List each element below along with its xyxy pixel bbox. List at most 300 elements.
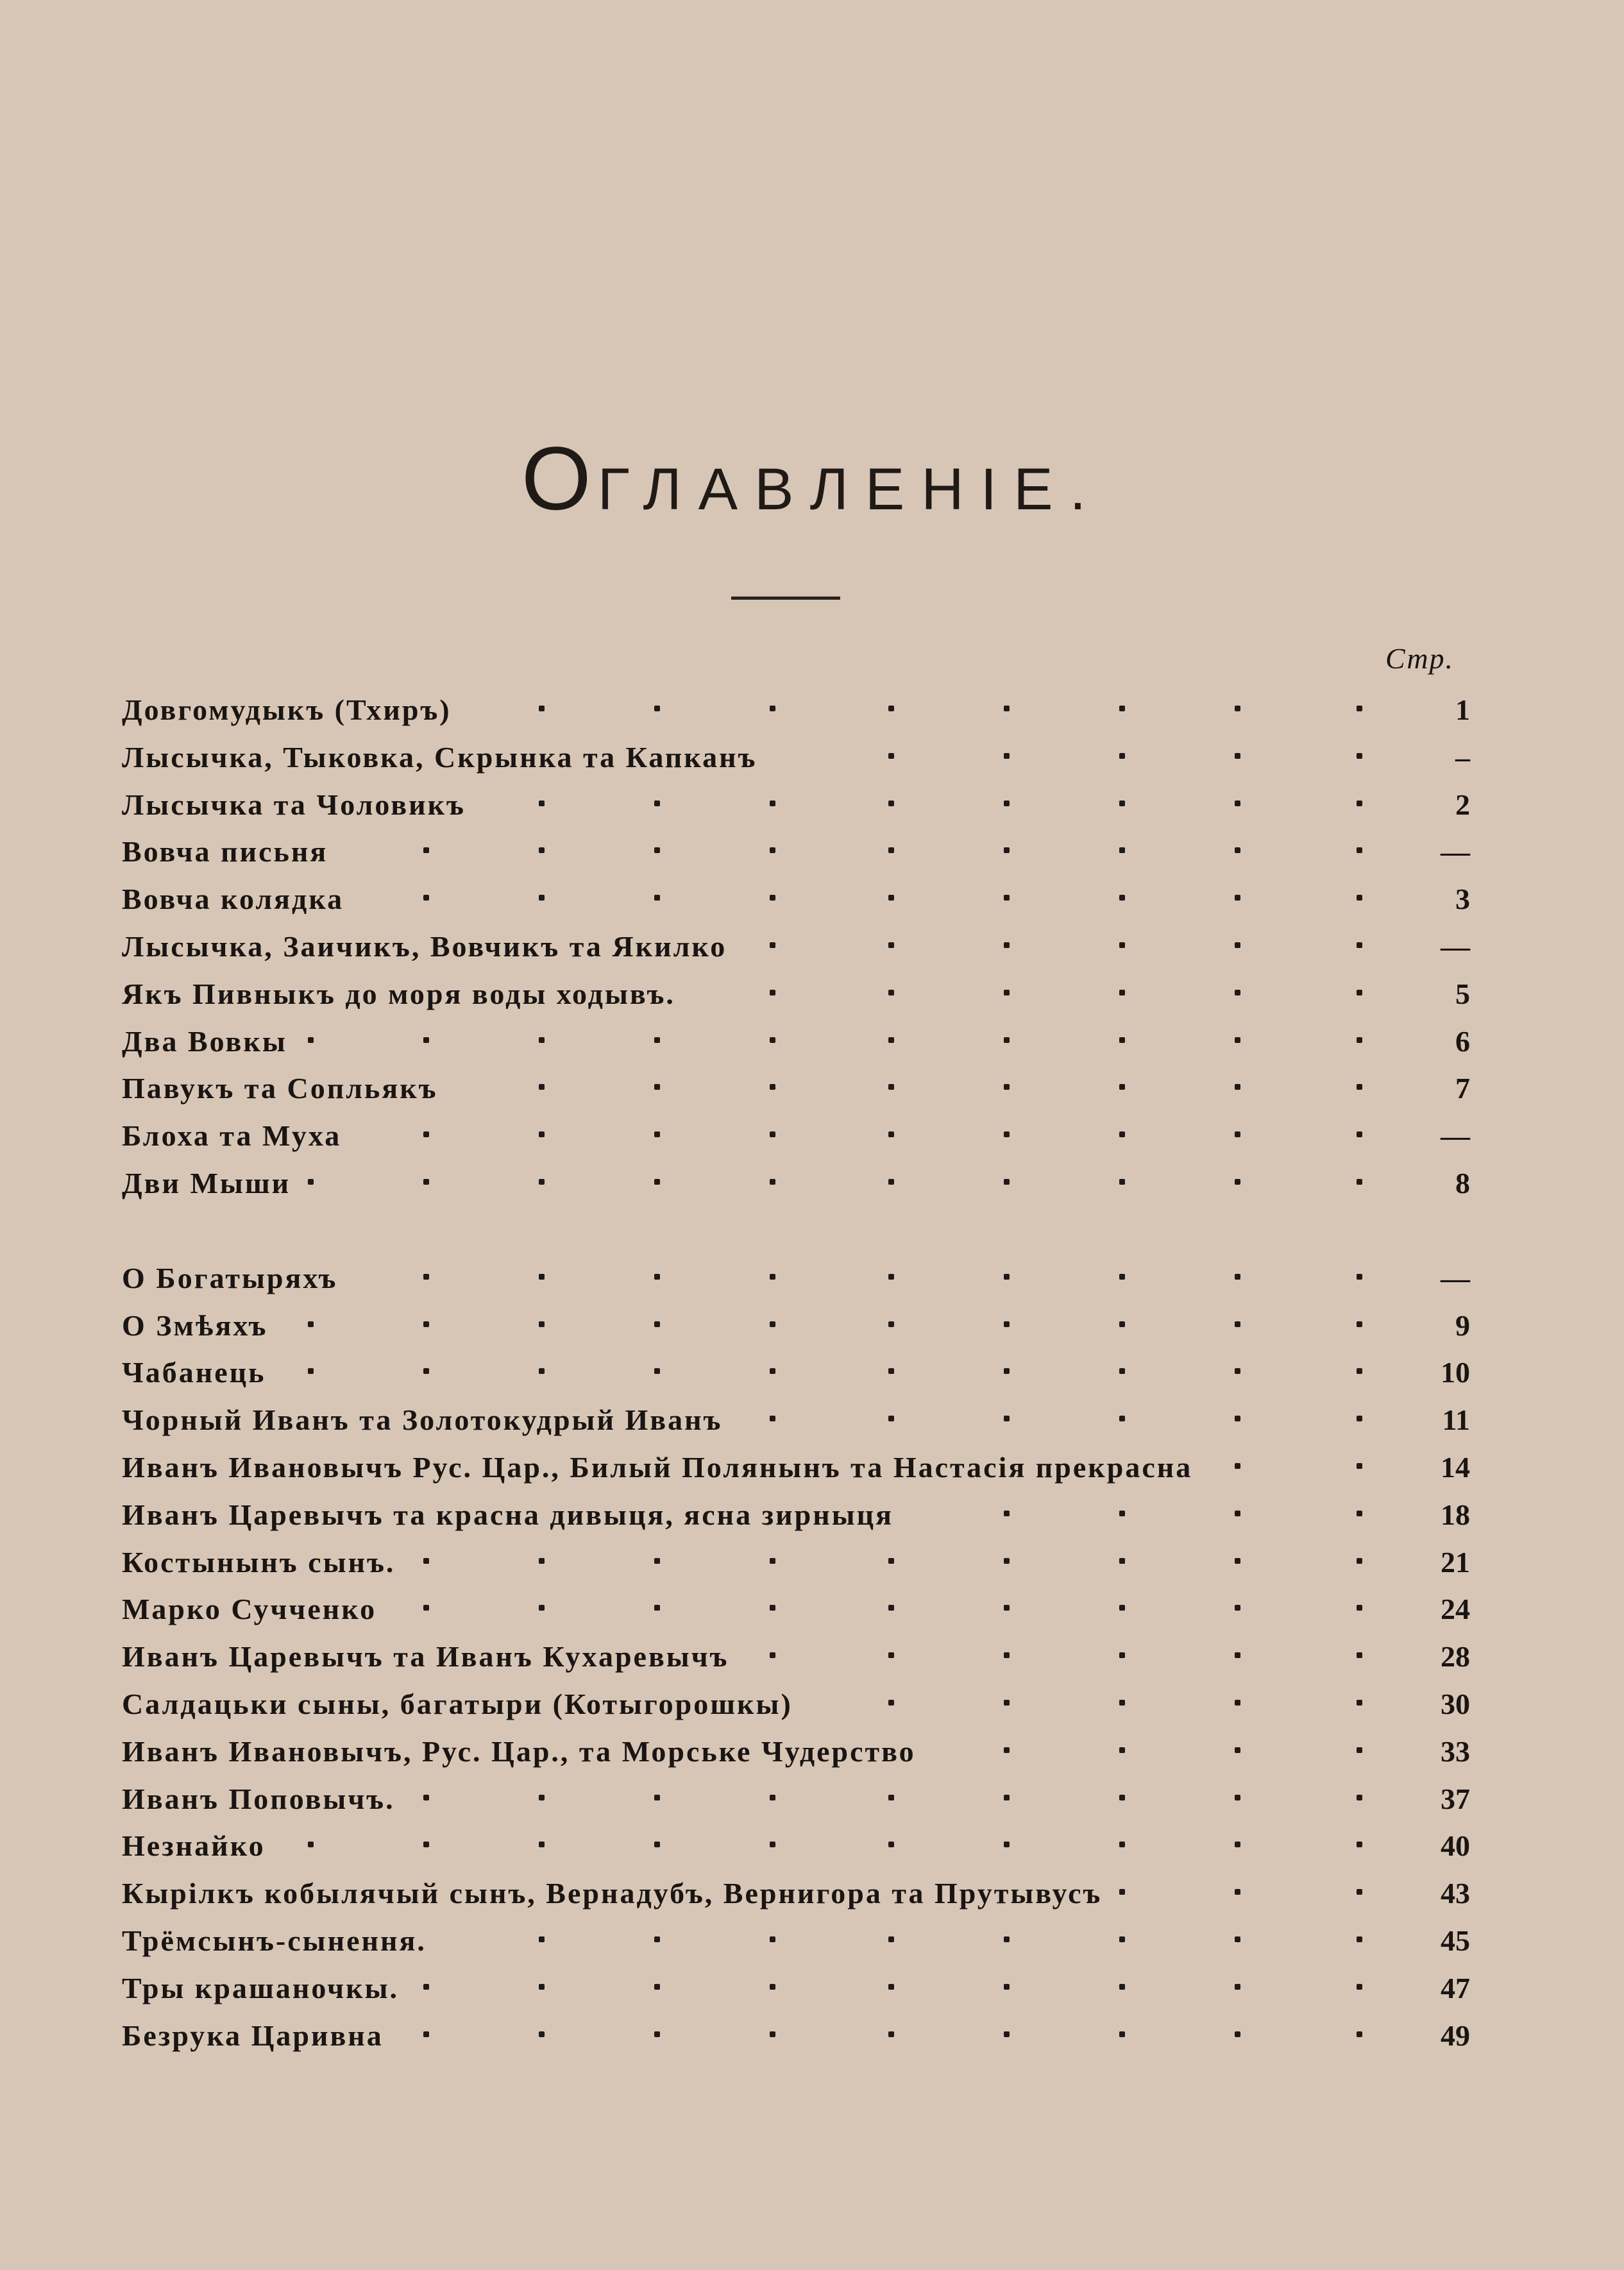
leader-dot xyxy=(1235,1274,1240,1280)
leader-dot xyxy=(308,1368,314,1374)
leader-dot xyxy=(1119,1416,1125,1421)
title-rule xyxy=(731,597,840,600)
leader-dot xyxy=(1235,2031,1240,2037)
toc-entry xyxy=(0,1681,1624,1728)
leader-dot xyxy=(1357,753,1362,759)
toc-entry-page: 7 xyxy=(1455,1072,1470,1105)
leader-dot xyxy=(888,1179,894,1185)
leader-dot xyxy=(1119,1795,1125,1800)
leader-dot xyxy=(423,2031,429,2037)
leader-dot xyxy=(423,1179,429,1185)
leader-dot xyxy=(770,1605,775,1611)
leader-dot xyxy=(770,1842,775,1847)
toc-entry-title: Якъ Пивныкъ до моря воды ходывъ. xyxy=(122,977,675,1010)
toc-entry xyxy=(0,1349,1624,1396)
dot-leader xyxy=(0,923,1624,970)
leader-dot xyxy=(888,1084,894,1090)
leader-dot xyxy=(539,706,545,711)
page-column-label: Стр. xyxy=(1385,642,1455,675)
leader-dot xyxy=(308,1179,314,1185)
leader-dot xyxy=(539,1274,545,1280)
leader-dot xyxy=(654,1131,660,1137)
dot-leader xyxy=(0,1302,1624,1350)
leader-dot xyxy=(770,895,775,901)
leader-dot xyxy=(888,847,894,853)
toc-entry-page: – xyxy=(1455,740,1470,774)
leader-dot xyxy=(423,1605,429,1611)
leader-dot xyxy=(654,895,660,901)
toc-entry-title: Незнайко xyxy=(122,1829,266,1863)
toc-entry-page: 1 xyxy=(1455,693,1470,726)
leader-dot xyxy=(1004,1842,1010,1847)
leader-dot xyxy=(1357,706,1362,711)
leader-dot xyxy=(423,1368,429,1374)
leader-dot xyxy=(1357,1511,1362,1516)
leader-dot xyxy=(1235,753,1240,759)
leader-dot xyxy=(770,1416,775,1421)
leader-dot xyxy=(888,706,894,711)
dot-leader xyxy=(0,1160,1624,1207)
leader-dot xyxy=(1004,847,1010,853)
leader-dot xyxy=(1119,1084,1125,1090)
toc-entry xyxy=(0,686,1624,734)
leader-dot xyxy=(1357,1842,1362,1847)
leader-dot xyxy=(1357,942,1362,948)
leader-dot xyxy=(423,1842,429,1847)
leader-dot xyxy=(1004,1416,1010,1421)
leader-dot xyxy=(654,1179,660,1185)
toc-entry-page: 45 xyxy=(1441,1924,1470,1957)
leader-dot xyxy=(1357,1131,1362,1137)
toc-entry xyxy=(0,1396,1624,1444)
leader-dot xyxy=(539,800,545,806)
leader-dot xyxy=(1235,1131,1240,1137)
dot-leader xyxy=(0,876,1624,923)
toc-entry-title: Иванъ Ивановычъ Рус. Цар., Билый Полянынъ та Настасія прекрасна xyxy=(122,1451,1193,1484)
leader-dot xyxy=(1004,800,1010,806)
leader-dot xyxy=(539,1558,545,1564)
leader-dot xyxy=(1004,1321,1010,1327)
leader-dot xyxy=(539,895,545,901)
dot-leader xyxy=(0,1018,1624,1065)
leader-dot xyxy=(770,847,775,853)
leader-dot xyxy=(654,800,660,806)
toc-entry-title: Тры крашаночкы. xyxy=(122,1971,400,2004)
toc-entry-page: — xyxy=(1441,835,1470,868)
toc-entry xyxy=(0,1255,1624,1302)
leader-dot xyxy=(1119,1321,1125,1327)
leader-dot xyxy=(539,1037,545,1043)
dot-leader xyxy=(0,1539,1624,1586)
leader-dot xyxy=(1235,1747,1240,1753)
leader-dot xyxy=(1357,1984,1362,1990)
leader-dot xyxy=(539,1984,545,1990)
leader-dot xyxy=(1004,1274,1010,1280)
leader-dot xyxy=(654,1795,660,1800)
leader-dot xyxy=(1357,895,1362,901)
dot-leader xyxy=(0,1917,1624,1965)
leader-dot xyxy=(1004,942,1010,948)
dot-leader xyxy=(0,1965,1624,2012)
leader-dot xyxy=(888,1652,894,1658)
leader-dot xyxy=(1357,1795,1362,1800)
leader-dot xyxy=(1235,800,1240,806)
leader-dot xyxy=(770,1131,775,1137)
leader-dot xyxy=(1235,990,1240,995)
toc-entry-title: Салдацьки сыны, багатыри (Котыгорошкы) xyxy=(122,1688,793,1720)
toc-entry xyxy=(0,1112,1624,1160)
dot-leader xyxy=(0,970,1624,1018)
leader-dot xyxy=(423,895,429,901)
leader-dot xyxy=(770,1984,775,1990)
leader-dot xyxy=(1119,895,1125,901)
toc-entry xyxy=(0,1728,1624,1775)
toc-entry-page: 5 xyxy=(1455,977,1470,1010)
toc-entry-page: — xyxy=(1441,1261,1470,1294)
leader-dot xyxy=(654,706,660,711)
toc-entry-title: Безрука Царивна xyxy=(122,2019,384,2052)
toc-entry-page: 3 xyxy=(1455,883,1470,916)
leader-dot xyxy=(1004,1179,1010,1185)
leader-dot xyxy=(654,1558,660,1564)
leader-dot xyxy=(1004,1605,1010,1611)
leader-dot xyxy=(1357,990,1362,995)
leader-dot xyxy=(1357,1274,1362,1280)
leader-dot xyxy=(654,1368,660,1374)
toc-entry-title: О Змѣяхъ xyxy=(122,1309,268,1342)
leader-dot xyxy=(1119,990,1125,995)
leader-dot xyxy=(1004,1936,1010,1942)
toc-entry-page: 49 xyxy=(1441,2019,1470,2052)
toc-entry xyxy=(0,1160,1624,1207)
leader-dot xyxy=(888,895,894,901)
toc-entry-page: — xyxy=(1441,1119,1470,1153)
toc-entry xyxy=(0,923,1624,970)
leader-dot xyxy=(770,1936,775,1942)
leader-dot xyxy=(1235,1558,1240,1564)
toc-entry-page: 37 xyxy=(1441,1782,1470,1815)
leader-dot xyxy=(1357,1416,1362,1421)
leader-dot xyxy=(423,1274,429,1280)
leader-dot xyxy=(1235,1511,1240,1516)
toc-entry xyxy=(0,1586,1624,1633)
leader-dot xyxy=(539,847,545,853)
dot-leader xyxy=(0,1112,1624,1160)
leader-dot xyxy=(770,1652,775,1658)
dot-leader xyxy=(0,1870,1624,1917)
leader-dot xyxy=(1119,1747,1125,1753)
toc-entry-title: Иванъ Царевычъ та Иванъ Кухаревычъ xyxy=(122,1640,729,1673)
leader-dot xyxy=(539,1605,545,1611)
leader-dot xyxy=(1119,2031,1125,2037)
title-rest: ГЛАВЛЕНІЕ. xyxy=(597,457,1103,522)
toc-entry xyxy=(0,1870,1624,1917)
toc-entry-title: Павукъ та Сопльякъ xyxy=(122,1072,438,1105)
leader-dot xyxy=(1235,706,1240,711)
toc-entry-title: Кырілкъ кобылячый сынъ, Вернадубъ, Вернигора та Прутывусъ xyxy=(122,1877,1103,1910)
dot-leader xyxy=(0,686,1624,734)
dot-leader xyxy=(0,1349,1624,1396)
leader-dot xyxy=(1235,1700,1240,1706)
leader-dot xyxy=(1004,753,1010,759)
leader-dot xyxy=(654,1842,660,1847)
leader-dot xyxy=(423,1984,429,1990)
leader-dot xyxy=(1235,1795,1240,1800)
leader-dot xyxy=(888,1700,894,1706)
toc-entry-page: 24 xyxy=(1441,1593,1470,1626)
leader-dot xyxy=(1004,706,1010,711)
leader-dot xyxy=(770,990,775,995)
toc-entry-title: О Богатыряхъ xyxy=(122,1261,338,1294)
leader-dot xyxy=(1004,1368,1010,1374)
leader-dot xyxy=(423,1558,429,1564)
toc-entry xyxy=(0,828,1624,876)
toc-entry xyxy=(0,1539,1624,1586)
leader-dot xyxy=(1004,1084,1010,1090)
leader-dot xyxy=(888,1037,894,1043)
leader-dot xyxy=(770,1558,775,1564)
leader-dot xyxy=(770,942,775,948)
leader-dot xyxy=(654,1084,660,1090)
leader-dot xyxy=(423,847,429,853)
leader-dot xyxy=(1119,706,1125,711)
toc-entry xyxy=(0,734,1624,781)
leader-dot xyxy=(1357,2031,1362,2037)
leader-dot xyxy=(888,1842,894,1847)
leader-dot xyxy=(1357,1321,1362,1327)
toc-entry-page: 6 xyxy=(1455,1024,1470,1058)
toc-entry-page: 21 xyxy=(1441,1545,1470,1579)
toc-entry-page: 14 xyxy=(1441,1451,1470,1484)
toc-entry-page: 30 xyxy=(1441,1688,1470,1720)
leader-dot xyxy=(1004,1558,1010,1564)
toc-entry-title: Костынынъ сынъ. xyxy=(122,1545,396,1579)
leader-dot xyxy=(423,1037,429,1043)
leader-dot xyxy=(1357,1652,1362,1658)
dot-leader xyxy=(0,1728,1624,1775)
title-initial: О xyxy=(521,428,598,529)
leader-dot xyxy=(888,800,894,806)
leader-dot xyxy=(1235,1652,1240,1658)
toc-entry xyxy=(0,1491,1624,1539)
toc-entry-title: Иванъ Ивановычъ, Рус. Цар., та Морське Чудерство xyxy=(122,1734,916,1768)
toc-entry xyxy=(0,1965,1624,2012)
leader-dot xyxy=(1235,847,1240,853)
toc-entry-title: Два Вовкы xyxy=(122,1024,287,1058)
leader-dot xyxy=(1235,1321,1240,1327)
dot-leader xyxy=(0,828,1624,876)
leader-dot xyxy=(654,1274,660,1280)
toc-entry xyxy=(0,1775,1624,1823)
toc-entry-page: 33 xyxy=(1441,1734,1470,1768)
toc-entry-page: 8 xyxy=(1455,1167,1470,1199)
dot-leader xyxy=(0,734,1624,781)
toc-entry-title: Иванъ Царевычъ та красна дивыця, ясна зирныця xyxy=(122,1498,894,1531)
leader-dot xyxy=(1119,1179,1125,1185)
toc-entry-title: Трёмсынъ-сынення. xyxy=(122,1924,427,1957)
dot-leader xyxy=(0,2012,1624,2060)
leader-dot xyxy=(1119,1558,1125,1564)
toc-entry-page: 10 xyxy=(1441,1356,1470,1389)
leader-dot xyxy=(1119,1605,1125,1611)
leader-dot xyxy=(308,1321,314,1327)
leader-dot xyxy=(1357,1936,1362,1942)
leader-dot xyxy=(1235,1463,1240,1469)
toc-entry xyxy=(0,1822,1624,1870)
toc-entry-title: Вовча письня xyxy=(122,835,328,868)
leader-dot xyxy=(888,1368,894,1374)
leader-dot xyxy=(1235,1037,1240,1043)
leader-dot xyxy=(654,847,660,853)
leader-dot xyxy=(654,1037,660,1043)
toc-entry xyxy=(0,1018,1624,1065)
toc-entry-page: 2 xyxy=(1455,788,1470,821)
leader-dot xyxy=(1357,847,1362,853)
leader-dot xyxy=(539,1321,545,1327)
leader-dot xyxy=(654,1605,660,1611)
toc-entry xyxy=(0,2012,1624,2060)
dot-leader xyxy=(0,1255,1624,1302)
leader-dot xyxy=(539,1842,545,1847)
leader-dot xyxy=(1357,1605,1362,1611)
leader-dot xyxy=(423,1131,429,1137)
leader-dot xyxy=(770,1274,775,1280)
dot-leader xyxy=(0,1444,1624,1491)
leader-dot xyxy=(1119,1842,1125,1847)
leader-dot xyxy=(770,1795,775,1800)
dot-leader xyxy=(0,1633,1624,1681)
leader-dot xyxy=(1119,1511,1125,1516)
leader-dot xyxy=(1119,1368,1125,1374)
leader-dot xyxy=(654,1936,660,1942)
leader-dot xyxy=(654,1984,660,1990)
leader-dot xyxy=(1357,1558,1362,1564)
toc-entry-title: Лысычка, Тыковка, Скрынка та Капканъ xyxy=(122,740,757,774)
leader-dot xyxy=(1119,1652,1125,1658)
leader-dot xyxy=(1004,1131,1010,1137)
leader-dot xyxy=(770,706,775,711)
leader-dot xyxy=(888,1936,894,1942)
leader-dot xyxy=(308,1842,314,1847)
leader-dot xyxy=(1235,1179,1240,1185)
leader-dot xyxy=(423,1321,429,1327)
leader-dot xyxy=(1119,1984,1125,1990)
leader-dot xyxy=(1119,847,1125,853)
leader-dot xyxy=(1357,800,1362,806)
leader-dot xyxy=(1235,1889,1240,1895)
leader-dot xyxy=(1235,1368,1240,1374)
toc-entry xyxy=(0,1444,1624,1491)
leader-dot xyxy=(1357,1179,1362,1185)
leader-dot xyxy=(888,1558,894,1564)
toc-entry-title: Марко Сучченко xyxy=(122,1593,377,1626)
toc-entry-page: 28 xyxy=(1441,1640,1470,1673)
leader-dot xyxy=(1357,1368,1362,1374)
leader-dot xyxy=(1004,895,1010,901)
toc-entry-page: — xyxy=(1441,930,1470,963)
leader-dot xyxy=(1119,800,1125,806)
leader-dot xyxy=(770,1368,775,1374)
toc-entry-title: Блоха та Муха xyxy=(122,1119,342,1153)
toc-entry-page: 40 xyxy=(1441,1829,1470,1863)
leader-dot xyxy=(888,1984,894,1990)
leader-dot xyxy=(1119,1131,1125,1137)
toc-entry xyxy=(0,1917,1624,1965)
leader-dot xyxy=(1235,942,1240,948)
leader-dot xyxy=(539,2031,545,2037)
leader-dot xyxy=(1004,1747,1010,1753)
leader-dot xyxy=(1235,1084,1240,1090)
leader-dot xyxy=(888,1605,894,1611)
leader-dot xyxy=(539,1936,545,1942)
leader-dot xyxy=(770,1037,775,1043)
leader-dot xyxy=(1357,1747,1362,1753)
leader-dot xyxy=(423,1795,429,1800)
dot-leader xyxy=(0,1586,1624,1633)
leader-dot xyxy=(654,2031,660,2037)
leader-dot xyxy=(888,753,894,759)
toc-entry-title: Довгомудыкъ (Тхиръ) xyxy=(122,693,452,726)
dot-leader xyxy=(0,1065,1624,1112)
leader-dot xyxy=(888,1416,894,1421)
toc-entry-page: 47 xyxy=(1441,1971,1470,2004)
leader-dot xyxy=(888,1131,894,1137)
toc-entry-title: Чабанець xyxy=(122,1356,266,1389)
leader-dot xyxy=(1119,1936,1125,1942)
leader-dot xyxy=(539,1131,545,1137)
leader-dot xyxy=(1004,1700,1010,1706)
leader-dot xyxy=(1235,1605,1240,1611)
toc-entry-title: Вовча колядка xyxy=(122,883,344,916)
toc-entry-title: Дви Мыши xyxy=(122,1167,291,1199)
leader-dot xyxy=(1357,1700,1362,1706)
leader-dot xyxy=(1235,1936,1240,1942)
leader-dot xyxy=(1004,990,1010,995)
leader-dot xyxy=(1119,1889,1125,1895)
leader-dot xyxy=(539,1084,545,1090)
leader-dot xyxy=(1235,1416,1240,1421)
toc-entry xyxy=(0,970,1624,1018)
leader-dot xyxy=(1004,1652,1010,1658)
leader-dot xyxy=(1004,1984,1010,1990)
toc-entry xyxy=(0,1633,1624,1681)
leader-dot xyxy=(888,2031,894,2037)
leader-dot xyxy=(308,1037,314,1043)
dot-leader xyxy=(0,1775,1624,1823)
leader-dot xyxy=(1357,1084,1362,1090)
leader-dot xyxy=(888,990,894,995)
leader-dot xyxy=(1119,1700,1125,1706)
leader-dot xyxy=(888,1795,894,1800)
toc-entry-page: 18 xyxy=(1441,1498,1470,1531)
dot-leader xyxy=(0,1822,1624,1870)
toc-entry-page: 9 xyxy=(1455,1309,1470,1342)
leader-dot xyxy=(539,1795,545,1800)
dot-leader xyxy=(0,1396,1624,1444)
leader-dot xyxy=(888,1321,894,1327)
leader-dot xyxy=(654,1321,660,1327)
dot-leader xyxy=(0,781,1624,829)
leader-dot xyxy=(770,800,775,806)
toc-entry xyxy=(0,1302,1624,1350)
leader-dot xyxy=(539,1179,545,1185)
toc-entry xyxy=(0,876,1624,923)
dot-leader xyxy=(0,1681,1624,1728)
leader-dot xyxy=(888,942,894,948)
leader-dot xyxy=(1004,1037,1010,1043)
leader-dot xyxy=(770,1321,775,1327)
toc-entry-page: 11 xyxy=(1442,1403,1470,1437)
